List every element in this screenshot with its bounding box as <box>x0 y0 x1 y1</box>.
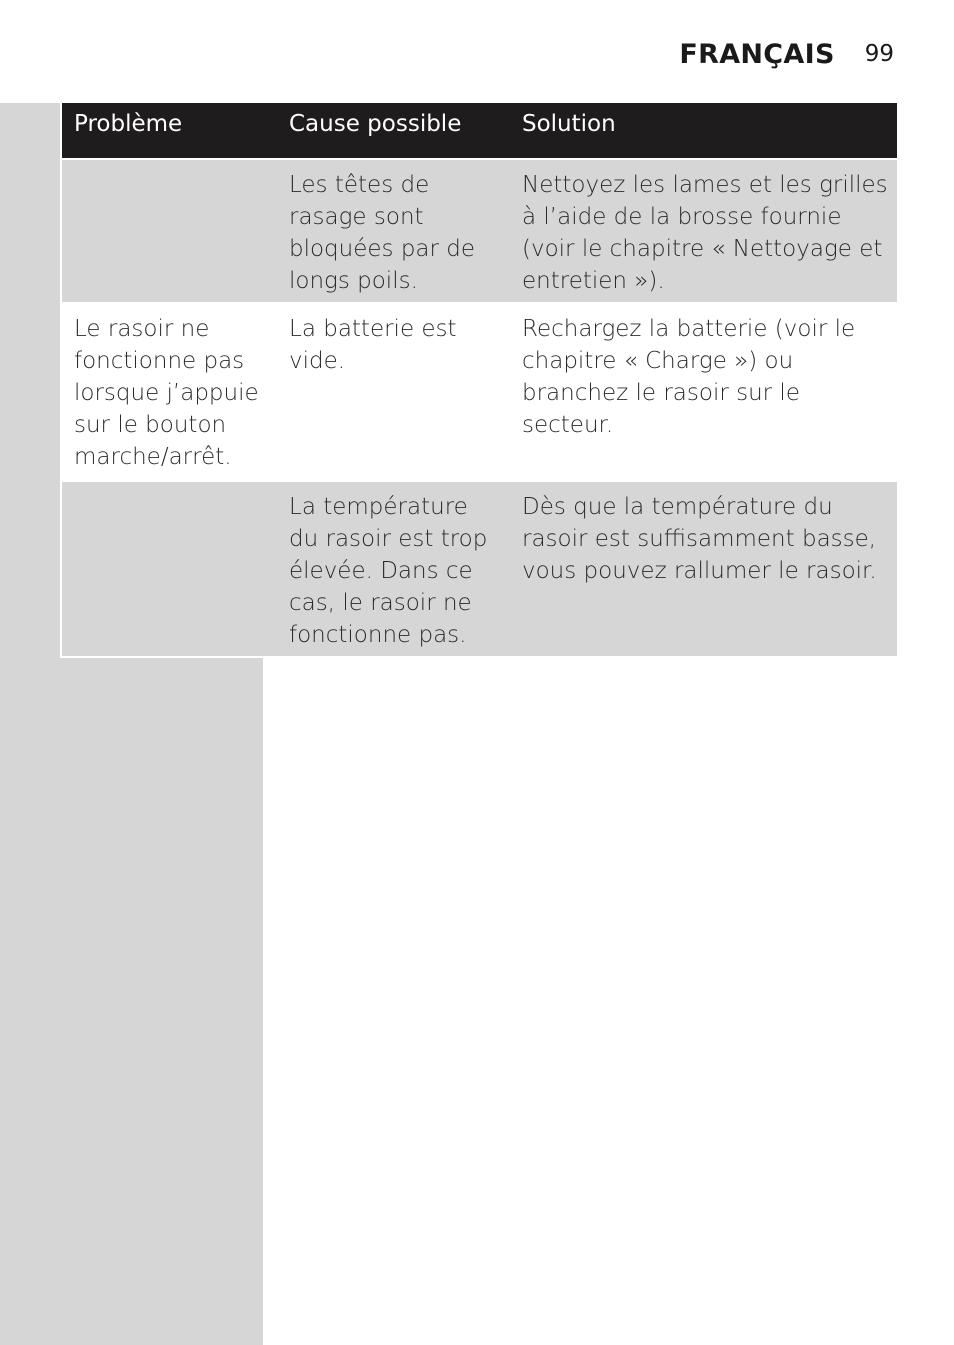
table-row <box>62 304 897 482</box>
problem-cell <box>62 482 275 658</box>
cause-cell: Les têtes de rasage sont bloquées par de longs poils. <box>289 172 476 294</box>
page-number: 99 <box>864 41 894 67</box>
cause-cell: La batterie est vide. <box>289 316 457 374</box>
problem-cell <box>62 160 275 304</box>
table-row <box>62 482 897 656</box>
table-header-row <box>62 103 897 160</box>
solution-cell: Dès que la température du rasoir est suffisamment basse, vous pouvez rallumer le rasoir. <box>522 494 877 584</box>
column-header-problem: Problème <box>74 111 183 137</box>
column-header-solution: Solution <box>522 111 616 137</box>
troubleshooting-table <box>60 103 897 658</box>
section-language-title: FRANÇAIS <box>679 38 835 70</box>
problem-cell: Le rasoir ne fonctionne pas lorsque j’appuie sur le bouton marche/arrêt. <box>74 316 259 470</box>
solution-cell: Nettoyez les lames et les grilles à l’aide de la brosse fournie (voir le chapitre « Nettoyage et entretien »). <box>522 172 888 294</box>
page-header <box>679 34 894 74</box>
solution-cell: Rechargez la batterie (voir le chapitre « Charge ») ou branchez le rasoir sur le secteur. <box>522 316 856 438</box>
table-row <box>62 160 897 304</box>
cause-cell: La température du rasoir est trop élevée. Dans ce cas, le rasoir ne fonctionne pas. <box>289 494 488 648</box>
column-header-cause: Cause possible <box>289 111 462 137</box>
